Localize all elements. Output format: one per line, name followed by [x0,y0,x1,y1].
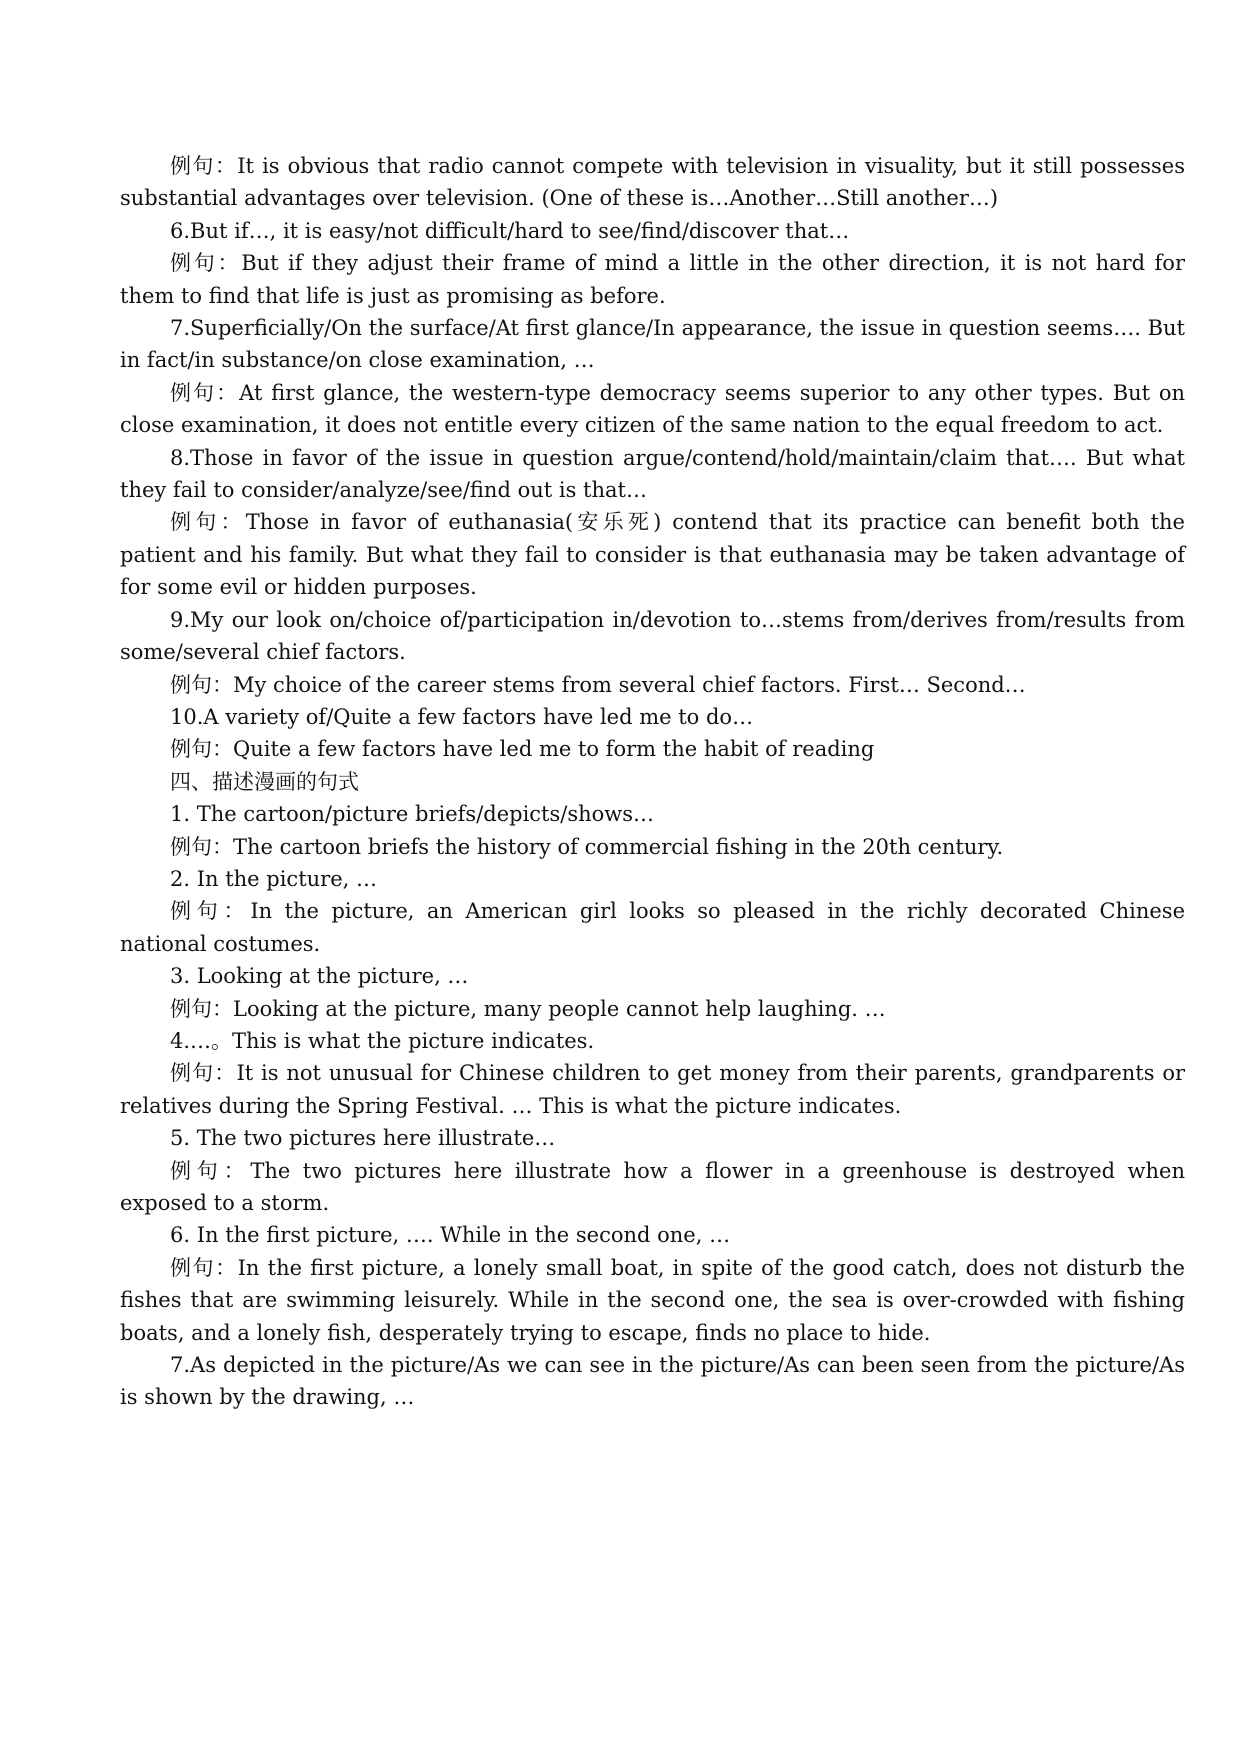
example-paragraph: 例句：In the picture, an American girl looks so pleased in the richly decorated Chinese national costumes. [120,899,1185,956]
example-paragraph: 例句：My choice of the career stems from several chief factors. First… Second… [170,672,1026,697]
pattern-paragraph: 7.As depicted in the picture/As we can see in the picture/As can been seen from the picture/As is shown by the drawing, … [120,1353,1185,1410]
pattern-paragraph: 3. Looking at the picture, … [170,964,469,989]
example-paragraph: 例句：It is obvious that radio cannot compete with television in visuality, but it still possesses substantial advantages over television. (One of these is…Another…Still another…) [120,154,1185,211]
pattern-paragraph: 9.My our look on/choice of/participation in/devotion to…stems from/derives from/results from some/several chief factors. [120,607,1185,665]
document-body [120,150,1185,1414]
pattern-paragraph: 8.Those in favor of the issue in question argue/contend/hold/maintain/claim that…. But what they fail to consider/analyze/see/find out is that… [120,445,1185,503]
example-paragraph: 例句：It is not unusual for Chinese children to get money from their parents, grandparents or relatives during the Spring Festival. … This is what the picture indicates. [120,1061,1185,1118]
example-paragraph: 例句：In the first picture, a lonely small boat, in spite of the good catch, does not disturb the fishes that are swimming leisurely. While in the second one, the sea is over-crowded with fishing boats, and a lonely fish, desperately trying to escape, finds no place to hide. [120,1255,1185,1345]
example-paragraph: 例句：But if they adjust their frame of mind a little in the other direction, it is not hard for them to find that life is just as promising as before. [120,251,1185,308]
example-paragraph: 例句：The two pictures here illustrate how a flower in a greenhouse is destroyed when exposed to a storm. [120,1158,1185,1215]
section-heading: 四、描述漫画的句式 [170,769,359,794]
pattern-paragraph: 2. In the picture, … [170,866,377,891]
example-paragraph: 例句：Looking at the picture, many people cannot help laughing. … [170,996,886,1021]
example-paragraph: 例句：The cartoon briefs the history of commercial fishing in the 20th century. [170,834,1004,859]
pattern-paragraph: 7.Superficially/On the surface/At first glance/In appearance, the issue in question seems…. But in fact/in substance/on close examination, … [120,316,1185,373]
example-paragraph: 例句：At first glance, the western-type democracy seems superior to any other types. But on close examination, it does not entitle every citizen of the same nation to the equal freedom to act. [120,380,1185,438]
example-paragraph: 例句：Those in favor of euthanasia(安乐死) contend that its practice can benefit both the patient and his family. But what they fail to consider is that euthanasia may be taken advantage of for some evil or hidden purposes. [120,510,1185,600]
pattern-paragraph: 1. The cartoon/picture briefs/depicts/shows… [170,802,655,827]
pattern-paragraph: 5. The two pictures here illustrate… [170,1126,556,1151]
pattern-paragraph: 10.A variety of/Quite a few factors have led me to do… [170,704,754,729]
pattern-paragraph: 6.But if…, it is easy/not difficult/hard to see/find/discover that… [170,218,850,243]
pattern-paragraph: 4.…。This is what the picture indicates. [170,1028,595,1053]
pattern-paragraph: 6. In the first picture, …. While in the second one, … [170,1223,731,1248]
example-paragraph: 例句：Quite a few factors have led me to form the habit of reading [170,737,875,762]
